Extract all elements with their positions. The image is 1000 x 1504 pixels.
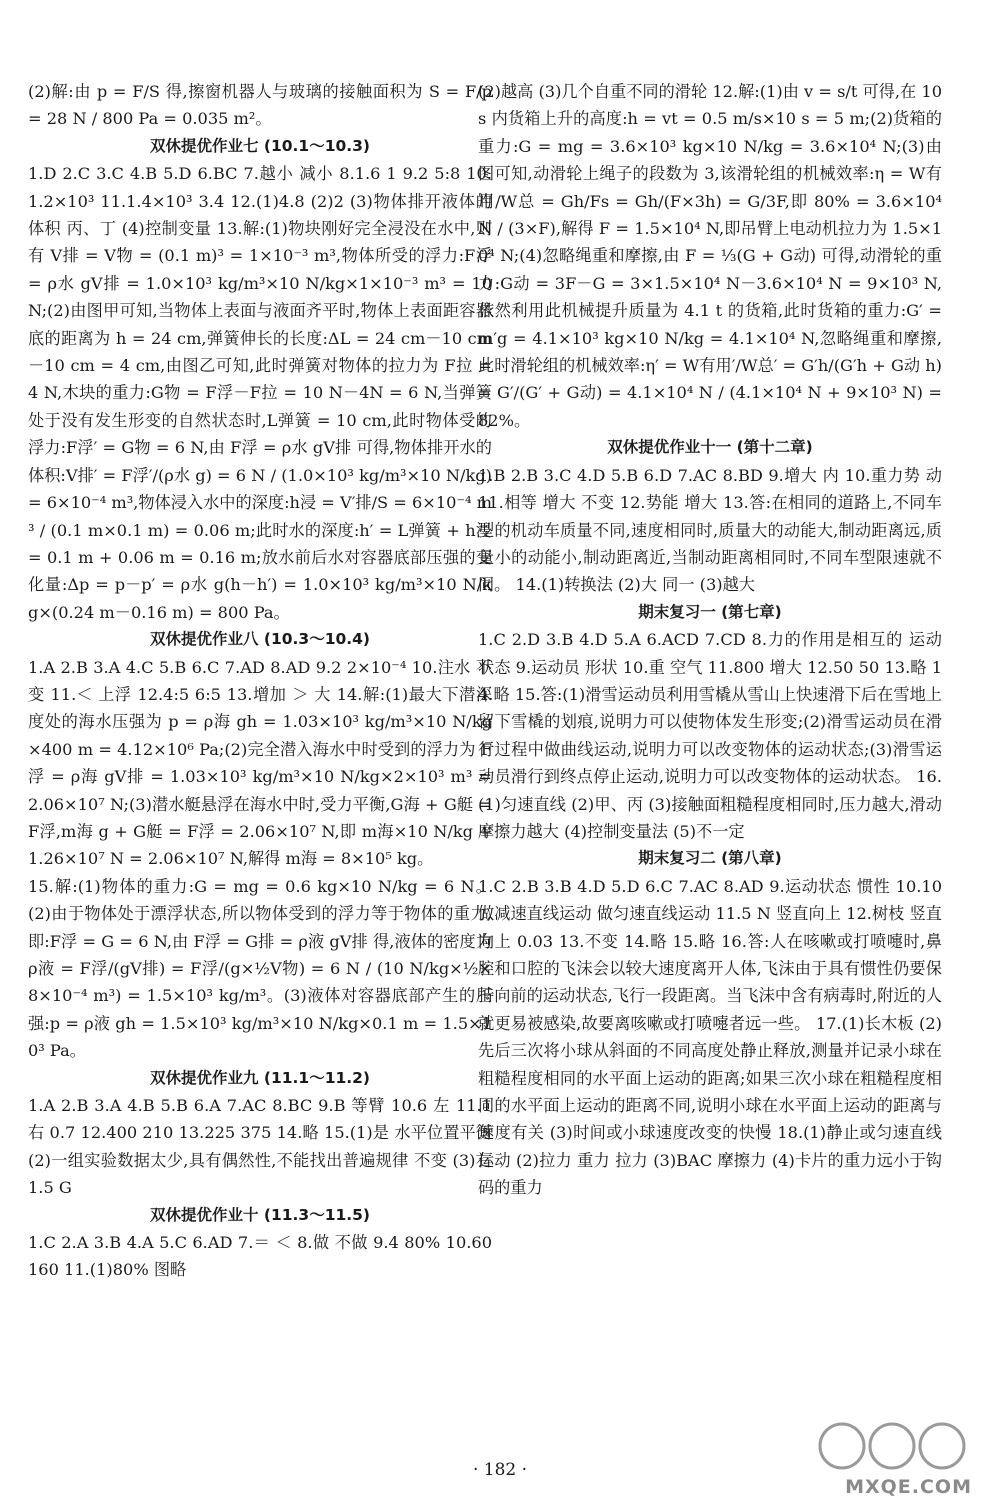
answer-paragraph: 15.解:(1)物体的重力:G = mg = 0.6 kg×10 N/kg = 6 N。(2)由于物体处于漂浮状态,所以物体受到的浮力等于物体的重力,即:F浮 = G = 6 N,由 F浮 = G排 = ρ液 gV排 得,液体的密度为 ρ液 = F浮/(gV排) = F浮/(g×½V物) = 6 N / (10 N/kg×½×8×10⁻⁴ m³) = 1.5×10³ kg/m³。(3)液体对容器底部产生的压强:p = ρ液 gh = 1.5×10³ kg/m³×10 N/kg×0.1 m = 1.5×10³ Pa。 <box>28 876 492 1061</box>
answer-paragraph: 1.B 2.B 3.C 4.D 5.B 6.D 7.AC 8.BD 9.增大 内 10.重力势 动 11.相等 增大 不变 12.势能 增大 13.答:在相同的道路上,不同车型的机动车质量不同,速度相同时,质量大的动能大,制动距离远,质量小的动能小,制动距离近,当制动距离相同时,不同车型限速就不同。 14.(1)转换法 (2)大 同一 (3)越大 <box>478 465 942 595</box>
answer-paragraph: (2)解:由 p = F/S 得,擦窗机器人与玻璃的接触面积为 S = F/p = 28 N / 800 Pa = 0.035 m²。 <box>28 82 492 129</box>
page-number: · 182 · <box>472 1460 528 1480</box>
section-heading: 双休提优作业十 (11.3～11.5) <box>149 1205 371 1224</box>
answer-paragraph: (2)越高 (3)几个自重不同的滑轮 12.解:(1)由 v = s/t 可得,在 10 s 内货箱上升的高度:h = vt = 0.5 m/s×10 s = 5 m;(2)货箱的重力:G = mg = 3.6×10³ kg×10 N/kg = 3.6×10⁴ N;(3)由图可知,动滑轮上绳子的段数为 3,该滑轮组的机械效率:η = W有用/W总 = Gh/Fs = Gh/(F×3h) = G/3F,即 80% = 3.6×10⁴ N / (3×F),解得 F = 1.5×10⁴ N,即吊臂上电动机拉力为 1.5×10⁴ N;(4)忽略绳重和摩擦,由 F = ⅓(G + G动) 可得,动滑轮的重力:G动 = 3F－G = 3×1.5×10⁴ N－3.6×10⁴ N = 9×10³ N,依然利用此机械提升质量为 4.1 t 的货箱,此时货箱的重力:G′ = m′g = 4.1×10³ kg×10 N/kg = 4.1×10⁴ N,忽略绳重和摩擦,此时滑轮组的机械效率:η′ = W有用′/W总′ = G′h/(G′h + G动 h) = G′/(G′ + G动) = 4.1×10⁴ N / (4.1×10⁴ N + 9×10³ N) = 82%。 <box>478 82 942 430</box>
answer-paragraph: 1.C 2.D 3.B 4.D 5.A 6.ACD 7.CD 8.力的作用是相互的 运动状态 9.运动员 形状 10.重 空气 11.800 增大 12.50 50 13.略 14.略 15.答:(1)滑雪运动员利用雪橇从雪山上快速滑下后在雪地上留下雪橇的划痕,说明力可以使物体发生形变;(2)滑雪运动员在滑行过程中做曲线运动,说明力可以改变物体的运动状态;(3)滑雪运动员滑行到终点停止运动,说明力可以改变物体的运动状态。 16.(1)匀速直线 (2)甲、丙 (3)接触面粗糙程度相同时,压力越大,滑动摩擦力越大 (4)控制变量法 (5)不一定 <box>478 630 942 841</box>
answer-paragraph: 1.C 2.A 3.B 4.A 5.C 6.AD 7.＝ ＜ 8.做 不做 9.4 80% 10.60 160 11.(1)80% 图略 <box>28 1233 492 1280</box>
answer-paragraph: 1.C 2.B 3.B 4.D 5.D 6.C 7.AC 8.AD 9.运动状态 惯性 10.10 做减速直线运动 做匀速直线运动 11.5 N 竖直向上 12.树枝 竖直向上 0.03 13.不变 14.略 15.略 16.答:人在咳嗽或打喷嚏时,鼻腔和口腔的飞沫会以较大速度离开人体,飞沫由于具有惯性仍要保持向前的运动状态,飞行一段距离。当飞沫中含有病毒时,附近的人就更易被感染,故要离咳嗽或打喷嚏者远一些。 17.(1)长木板 (2)先后三次将小球从斜面的不同高度处静止释放,测量并记录小球在粗糙程度相同的水平面上运动的距离;如果三次小球在粗糙程度相同的水平面上运动的距离不同,说明小球在水平面上运动的距离与速度有关 (3)时间或小球速度改变的快慢 18.(1)静止或匀速直线运动 (2)拉力 重力 拉力 (3)BAC 摩擦力 (4)卡片的重力远小于钩码的重力 <box>478 876 942 1198</box>
section-heading: 期末复习二 (第八章) <box>638 849 782 868</box>
answer-paragraph: 1.A 2.B 3.A 4.B 5.B 6.A 7.AC 8.BC 9.B 等臂 10.6 左 11.1 右 0.7 12.400 210 13.225 375 14.略 15.(1)是 水平位置平衡 (2)一组实验数据太少,具有偶然性,不能找出普遍规律 不变 (3)右 1.5 G <box>28 1096 492 1198</box>
answer-paragraph: 1.D 2.C 3.C 4.B 5.D 6.BC 7.越小 减小 8.1.6 1 9.2 5:8 10.1.2×10³ 11.1.4×10³ 3.4 12.(1)4.8 (2)2 (3)物体排开液体的体积 丙、丁 (4)控制变量 13.解:(1)物块刚好完全浸没在水中,则有 V排 = V物 = (0.1 m)³ = 1×10⁻³ m³,物体所受的浮力:F浮 = ρ水 gV排 = 1.0×10³ kg/m³×10 N/kg×1×10⁻³ m³ = 10 N;(2)由图甲可知,当物体上表面与液面齐平时,物体上表面距容器底的距离为 h = 24 cm,弹簧伸长的长度:ΔL = 24 cm－10 cm－10 cm = 4 cm,由图乙可知,此时弹簧对物体的拉力为 F拉 = 4 N,木块的重力:G物 = F浮－F拉 = 10 N－4N = 6 N,当弹簧处于没有发生形变的自然状态时,L弹簧 = 10 cm,此时物体受的浮力:F浮′ = G物 = 6 N,由 F浮 = ρ水 gV排 可得,物体排开水的体积:V排′ = F浮′/(ρ水 g) = 6 N / (1.0×10³ kg/m³×10 N/kg) = 6×10⁻⁴ m³,物体浸入水中的深度:h浸 = V′排/S = 6×10⁻⁴ m³ / (0.1 m×0.1 m) = 0.06 m;此时水的深度:h′ = L弹簧 + h浸 = 0.1 m + 0.06 m = 0.16 m;放水前后水对容器底部压强的变化量:Δp = p－p′ = ρ水 g(h－h′) = 1.0×10³ kg/m³×10 N/kg×(0.24 m－0.16 m) = 800 Pa。 <box>28 164 492 622</box>
section-heading: 期末复习一 (第七章) <box>638 602 782 621</box>
section-heading: 双休提优作业十一 (第十二章) <box>607 438 813 457</box>
section-heading: 双休提优作业八 (10.3～10.4) <box>149 630 371 649</box>
left-column <box>28 78 492 1284</box>
section-heading: 双休提优作业九 (11.1～11.2) <box>149 1068 371 1087</box>
answer-paragraph: 1.A 2.B 3.A 4.C 5.B 6.C 7.AD 8.AD 9.2 2×10⁻⁴ 10.注水 不变 11.＜ 上浮 12.4:5 6:5 13.增加 ＞ 大 14.解:(1)最大下潜深度处的海水压强为 p = ρ海 gh = 1.03×10³ kg/m³×10 N/kg×400 m = 4.12×10⁶ Pa;(2)完全潜入海水中时受到的浮力为 F浮 = ρ海 gV排 = 1.03×10³ kg/m³×10 N/kg×2×10³ m³ = 2.06×10⁷ N;(3)潜水艇悬浮在海水中时,受力平衡,G海 + G艇 = F浮,m海 g + G艇 = F浮 = 2.06×10⁷ N,即 m海×10 N/kg + 1.26×10⁷ N = 2.06×10⁷ N,解得 m海 = 8×10⁵ kg。 <box>28 657 492 869</box>
watermark-text: MXQE.COM <box>845 1476 972 1498</box>
right-column <box>478 78 942 1202</box>
section-heading: 双休提优作业七 (10.1～10.3) <box>149 136 371 155</box>
